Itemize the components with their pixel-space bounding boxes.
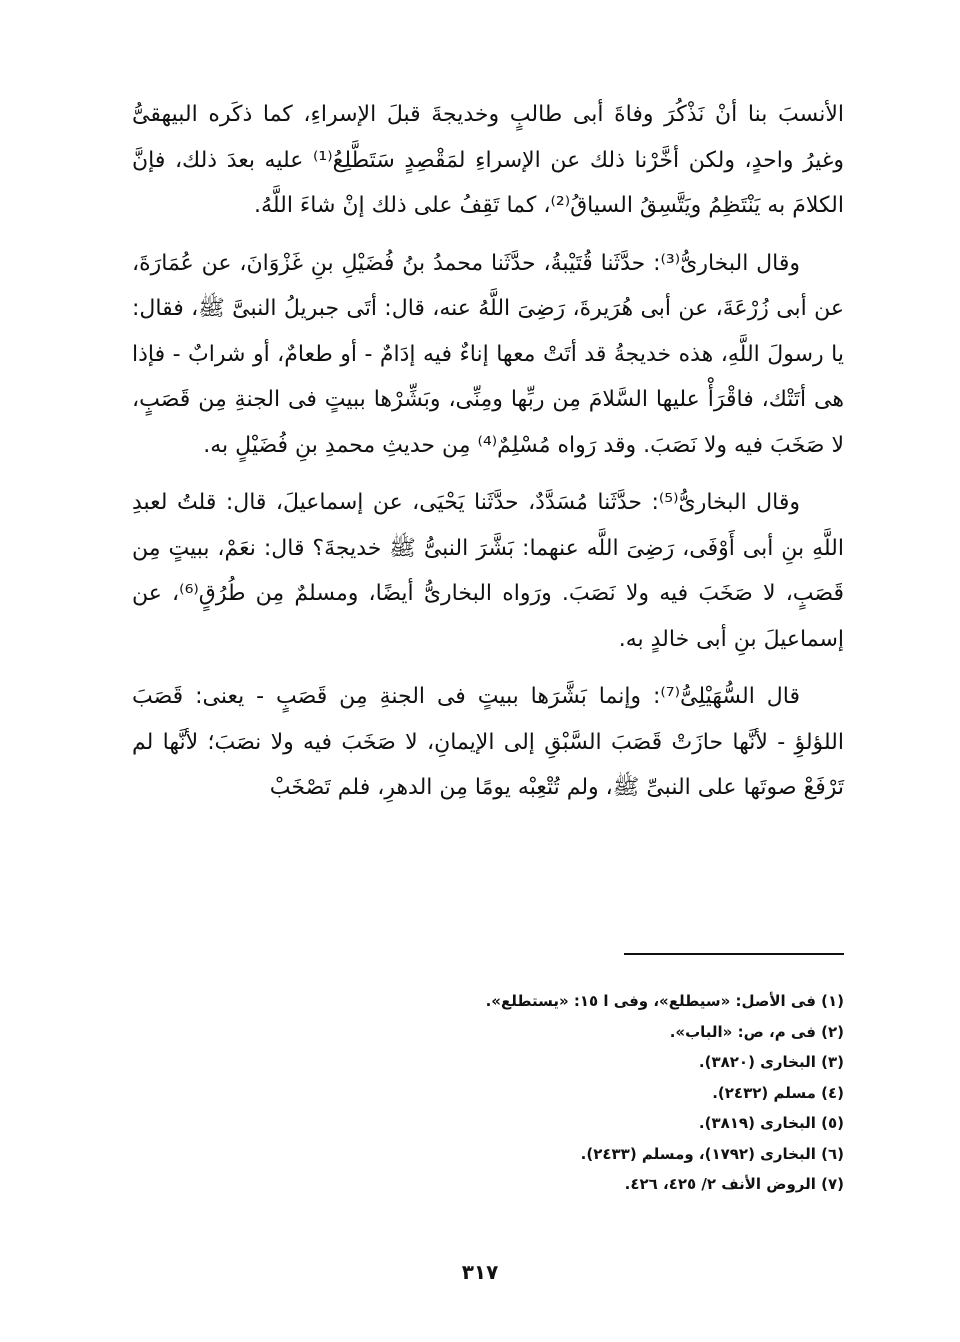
page-number: ٣١٧: [461, 1260, 499, 1284]
footnote-1: (١) فى الأصل: «سيطلع»، وفى ا ١٥: «يستطلع».: [485, 992, 844, 1010]
footnote-5: (٥) البخارى (٣٨١٩).: [698, 1114, 844, 1132]
paragraph-2: وقال البخارىُّ⁽³⁾: حدَّثَنا قُتَيْبةُ، حدَّثَنا محمدُ بنُ فُضَيْلِ بنِ غَزْوَانَ، عن عُمَارَةَ، عن أبى زُرْعَةَ، عن أبى هُرَيرةَ، رَضِىَ اللَّهُ عنه، قال: أتَى جبريلُ النبىَّ ﷺ، فقال: يا رسولَ اللَّهِ، هذه خديجةُ قد أتَتْ معها إناءٌ فيه إدَامٌ - أو طعامٌ، أو شرابٌ - فإذا هى أتَتْك، فاقْرَأْ عليها السَّلامَ مِن ربِّها ومِنِّى، وبَشِّرْها ببيتٍ فى الجنةِ مِن قَصَبٍ، لا صَخَبَ فيه ولا نَصَبَ. وقد رَواه مُسْلِمٌ⁽⁴⁾ مِن حديثِ محمدِ بنِ فُضَيْلٍ به.: [132, 250, 844, 458]
footnote-6: (٦) البخارى (١٧٩٢)، ومسلم (٢٤٣٣).: [580, 1144, 844, 1163]
footnote-separator: [624, 953, 844, 955]
footnote-7: (٧) الروض الأنف ٢/ ٤٢٥، ٤٢٦.: [624, 1175, 844, 1193]
footnote-3: (٣) البخارى (٣٨٢٠).: [698, 1053, 844, 1071]
footnote-2: (٢) فى م، ص: «الباب».: [669, 1022, 844, 1041]
paragraph-1: الأنسبَ بنا أنْ نَذْكُرَ وفاةَ أبى طالبٍ وخديجةَ قبلَ الإسراءِ، كما ذكَره البيهقىُّ وغيرُ واحدٍ، ولكن أخَّرْنا ذلك عن الإسراءِ لمَقْصِدٍ سَتَطَّلِعُ⁽¹⁾ عليه بعدَ ذلك، فإنَّ الكلامَ به يَنْتَظِمُ ويَتَّسِقُ السياقُ⁽²⁾، كما تَقِفُ على ذلك إنْ شاءَ اللَّهُ.: [132, 102, 845, 218]
footnotes: [300, 986, 844, 1200]
paragraph-3: وقال البخارىُّ⁽⁵⁾: حدَّثَنا مُسَدَّدٌ، حدَّثَنا يَحْيَى، عن إسماعيلَ، قال: قلتُ لعبدِ اللَّهِ بنِ أبى أَوْفَى، رَضِىَ اللَّه عنهما: بَشَّرَ النبىُّ ﷺ خديجةَ؟ قال: نعَمْ، ببيتٍ مِن قَصَبٍ، لا صَخَبَ فيه ولا نَصَبَ. ورَواه البخارىُّ أيضًا، ومسلمٌ مِن طُرُقٍ⁽⁶⁾، عن إسماعيلَ بنِ أبى خالدٍ به.: [132, 490, 844, 652]
footnote-4: (٤) مسلم (٢٤٣٢).: [712, 1083, 844, 1102]
paragraph-4: قال السُّهَيْلِىُّ⁽⁷⁾: وإنما بَشَّرَها ببيتٍ فى الجنةِ مِن قَصَبٍ - يعنى: قَصَبَ اللؤلؤِ - لأنَّها حازَتْ قَصَبَ السَّبْقِ إلى الإيمانِ، لا صَخَبَ فيه ولا نصَبَ؛ لأنَّها لم تَرْفَعْ صوتَها على النبىِّ ﷺ، ولم تُتْعِبْه يومًا مِن الدهرِ، فلم تَصْخَبْ: [132, 684, 844, 800]
main-text: [132, 92, 844, 811]
